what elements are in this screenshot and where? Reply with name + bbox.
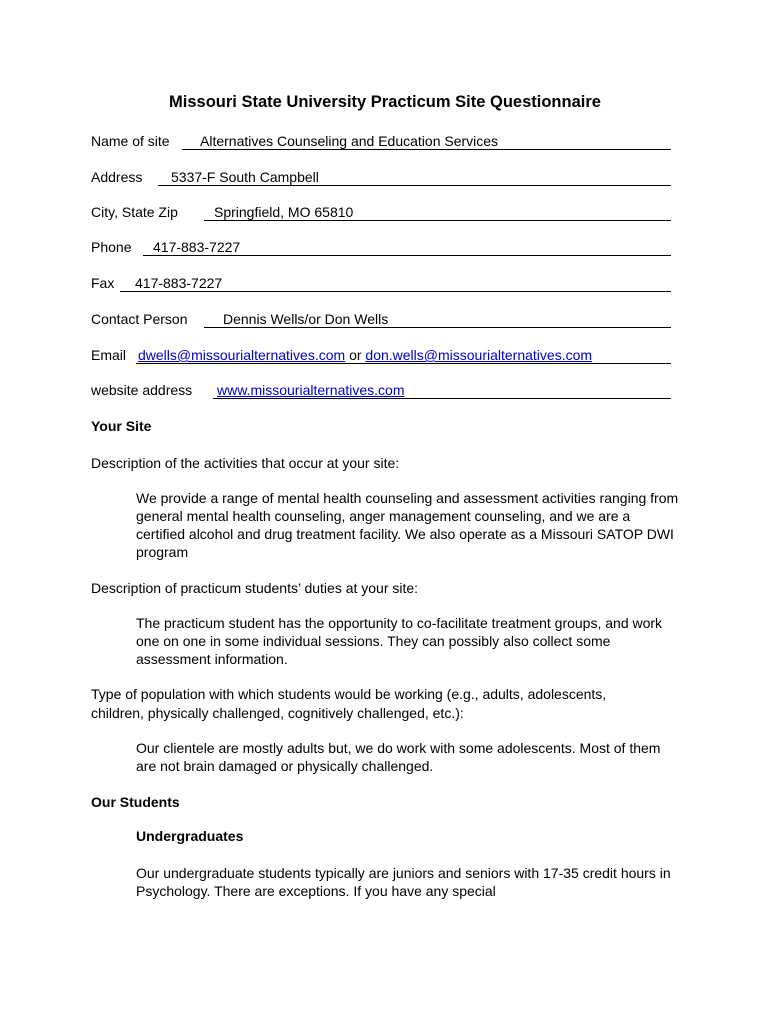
address-label: Address [91, 169, 143, 185]
your-site-heading: Your Site [91, 418, 152, 434]
email-separator: or [349, 347, 362, 363]
contact-person-label: Contact Person [91, 311, 188, 327]
undergraduates-heading: Undergraduates [136, 828, 244, 844]
name-of-site-value: Alternatives Counseling and Education Services [200, 133, 499, 149]
address-value: 5337-F South Campbell [171, 169, 319, 185]
address-field[interactable] [158, 167, 671, 186]
undergraduates-text: Our undergraduate students typically are juniors and seniors with 17-35 credit hours in Psychology. There are exceptions. If you have any special [136, 865, 671, 899]
website-field [213, 380, 671, 399]
duties-prompt: Description of practicum students’ duties at your site: [91, 580, 419, 596]
website-link[interactable]: www.missourialternatives.com [217, 382, 405, 398]
fax-row [91, 273, 671, 293]
page-title: Missouri State University Practicum Site Questionnaire [169, 93, 601, 111]
population-answer: Our clientele are mostly adults but, we do work with some adolescents. Most of them are not brain damaged or physically challenged. [136, 740, 661, 774]
phone-label: Phone [91, 239, 132, 255]
duties-answer: The practicum student has the opportunity to co-facilitate treatment groups, and work one on one in some individual sessions. They can possibly also collect some assessment information. [136, 615, 663, 667]
website-label: website address [91, 382, 193, 398]
activities-answer: We provide a range of mental health counseling and assessment activities ranging from general mental health counseling, anger management counseling, and we are a certified alcohol and drug treatment facility. We also operate as a Missouri SATOP DWI program [136, 490, 679, 560]
contact-person-value: Dennis Wells/or Don Wells [223, 311, 389, 327]
city-state-zip-label: City, State Zip [91, 204, 178, 220]
contact-person-field[interactable] [204, 309, 671, 328]
city-state-zip-field[interactable] [204, 202, 671, 221]
city-state-zip-row [91, 202, 671, 222]
contact-person-row [91, 309, 671, 329]
fax-field[interactable] [120, 273, 671, 292]
fax-value: 417-883-7227 [135, 275, 223, 291]
phone-value: 417-883-7227 [153, 239, 241, 255]
name-of-site-row [91, 131, 671, 151]
city-state-zip-value: Springfield, MO 65810 [214, 204, 354, 220]
website-row [91, 380, 671, 400]
phone-row [91, 237, 671, 257]
name-of-site-field[interactable] [182, 131, 671, 150]
phone-field[interactable] [143, 237, 671, 256]
email-field [136, 345, 671, 364]
email-label: Email [91, 347, 127, 363]
our-students-heading: Our Students [91, 794, 180, 810]
population-prompt: Type of population with which students would be working (e.g., adults, adolescents, children, physically challenged, cognitively challenged, etc.): [91, 686, 607, 721]
primary-email-link[interactable]: dwells@missourialternatives.com [138, 347, 346, 363]
email-row [91, 345, 671, 365]
secondary-email-link[interactable]: don.wells@missourialternatives.com [365, 347, 593, 363]
address-row [91, 167, 671, 187]
name-of-site-label: Name of site [91, 133, 170, 149]
activities-prompt: Description of the activities that occur at your site: [91, 455, 400, 471]
fax-label: Fax [91, 275, 115, 291]
